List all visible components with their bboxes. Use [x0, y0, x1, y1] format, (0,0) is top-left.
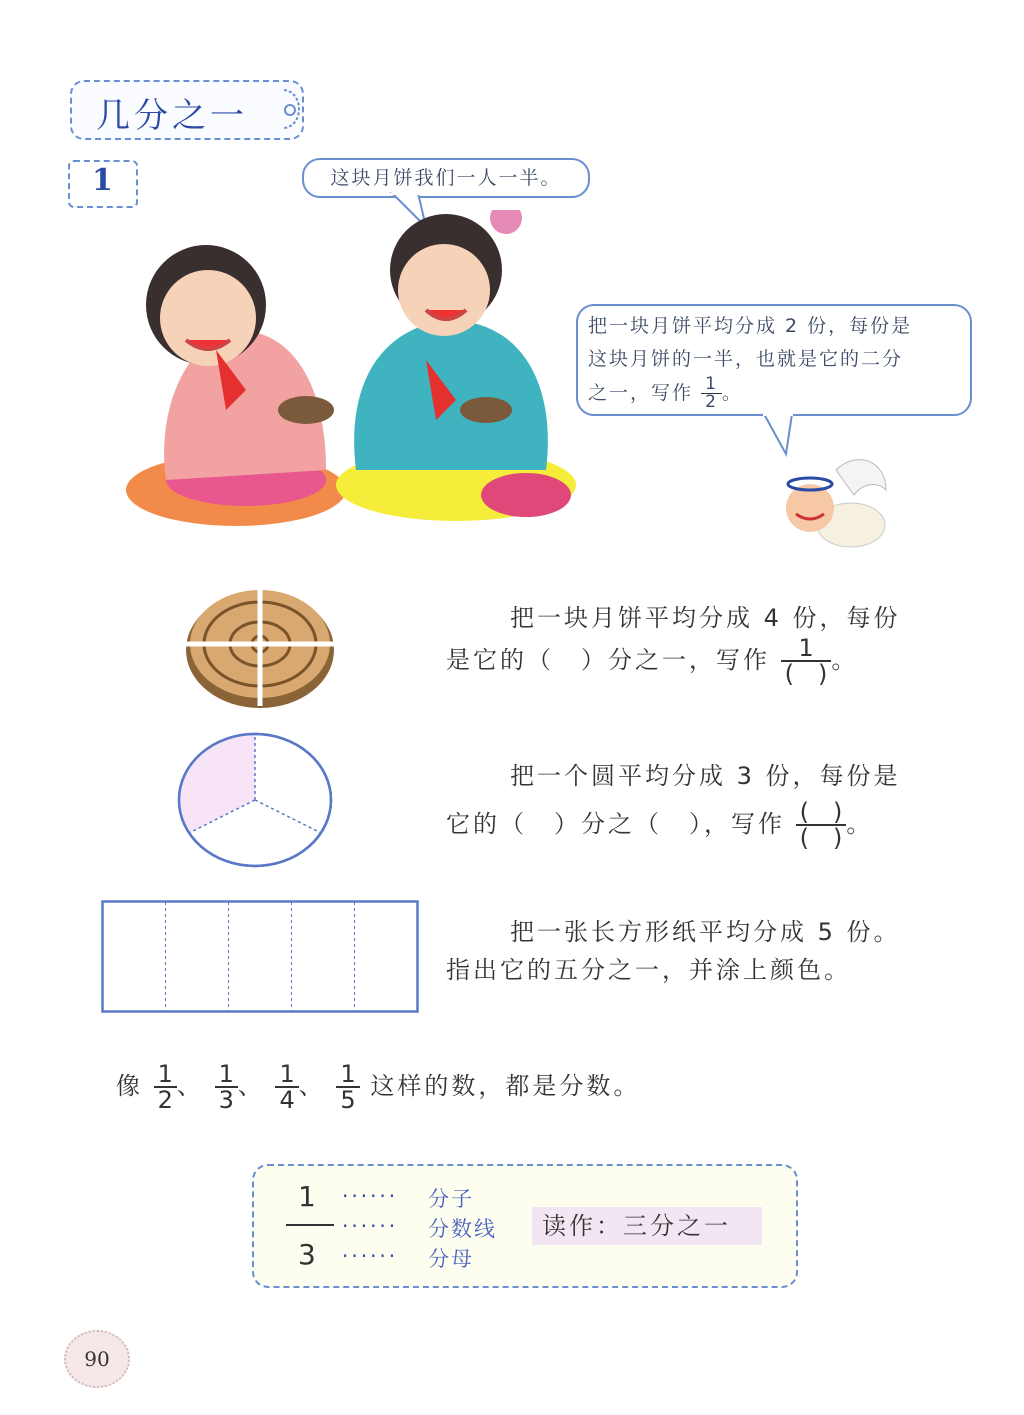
label-denominator: 分母: [428, 1247, 474, 1271]
definition-denominator: 3: [298, 1238, 316, 1271]
fraction-1-2: $\frac{1}{2}$: [154, 1062, 177, 1112]
rect-text-line-1: 把一张长方形纸平均分成 5 份。: [510, 918, 901, 946]
children-illustration: [126, 210, 586, 530]
circle-thirds: [172, 730, 338, 870]
mooncake-quartered: [182, 582, 338, 712]
fraction-one-half: $\frac{1}{2}$: [701, 376, 722, 411]
fraction-1-4: $\frac{1}{4}$: [275, 1062, 298, 1112]
fraction-blank-quarter: $\frac{1}{( )}$: [781, 636, 832, 686]
angel-line-1: 把一块月饼平均分成 2 份，每份是: [588, 315, 913, 337]
mooncake-text-line-1: 把一块月饼平均分成 4 份，每份: [510, 604, 901, 632]
rectangle-fifths: [101, 900, 419, 1014]
fraction-1-3: $\frac{1}{3}$: [215, 1062, 238, 1112]
dots-line: ······: [342, 1214, 399, 1238]
angel-line-3: 之一，写作 $\frac{1}{2}$ 。: [588, 374, 743, 412]
example-number: 1: [92, 163, 113, 198]
circle-text-line-2: 它的（ ）分之（ ），写作 $\frac{( )}{( )}$ 。: [446, 798, 874, 852]
definition-numerator: 1: [298, 1180, 316, 1213]
label-fraction-line: 分数线: [428, 1217, 497, 1241]
speech-bubble-girl: 这块月饼我们一人一半。: [302, 158, 590, 198]
read-as-text: 读作：三分之一: [532, 1207, 762, 1245]
fractions-sentence: 像 $\frac{1}{2}$ 、 $\frac{1}{3}$ 、 $\frac{1}{4}$ 、 $\frac{1}{5}$ 这样的数，都是分数。: [116, 1060, 641, 1114]
dots-numerator: ······: [342, 1184, 399, 1208]
circle-text-line-1: 把一个圆平均分成 3 份，每份是: [510, 762, 901, 790]
fraction-blank-blank: $\frac{( )}{( )}$: [796, 800, 847, 850]
fraction-1-5: $\frac{1}{5}$: [336, 1062, 359, 1112]
mooncake-text-line-2: 是它的（ ）分之一，写作 $\frac{1}{( )}$ 。: [446, 634, 859, 688]
section-title: 几分之一: [96, 96, 248, 136]
dots-denominator: ······: [342, 1244, 399, 1268]
angel-line-2: 这块月饼的一半，也就是它的二分: [588, 348, 904, 370]
rect-text-line-2: 指出它的五分之一，并涂上颜色。: [446, 956, 851, 984]
label-numerator: 分子: [428, 1187, 474, 1211]
definition-fraction-line: [286, 1224, 334, 1226]
angel-illustration: [766, 450, 896, 560]
scroll-curl-icon: [278, 86, 308, 132]
speech-bubble-angel: [576, 304, 972, 416]
page-number: 90: [64, 1330, 130, 1388]
